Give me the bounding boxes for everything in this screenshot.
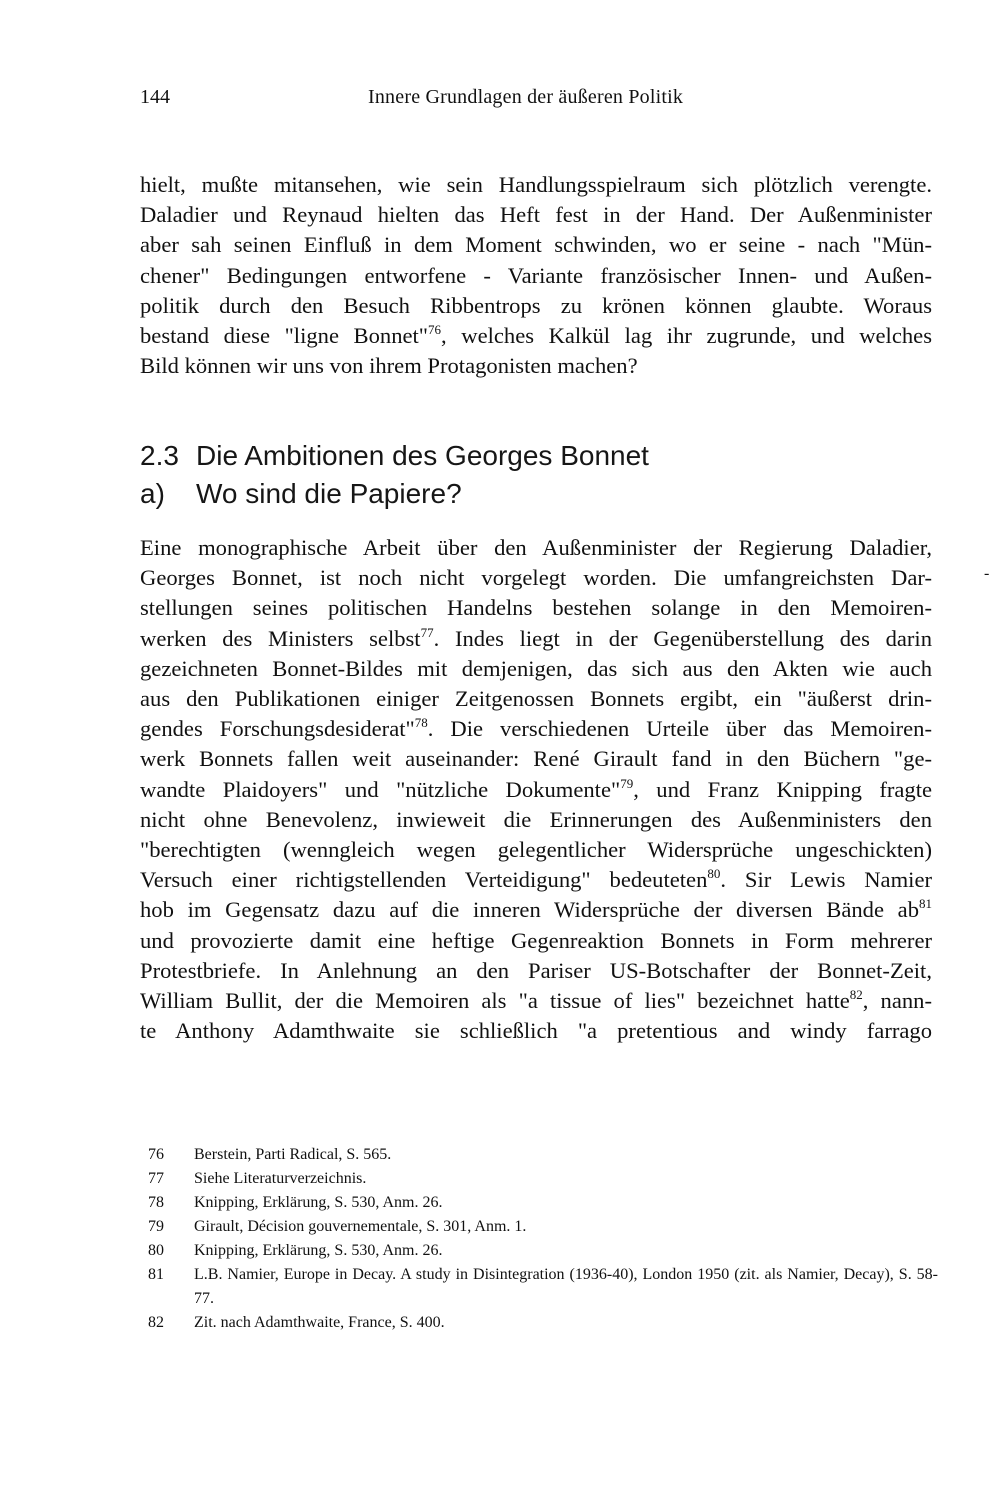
text-line [140,321,932,351]
footnote-number: 82 [148,1314,164,1331]
text-line: aus den Publikationen einiger Zeitgenossen Bonnets ergibt, ein "äußerst drin- [140,686,932,712]
footnote-ref-76[interactable]: 76 [428,322,442,338]
section-heading-row [140,437,649,475]
footnote-number: 76 [148,1146,164,1163]
subsection-number: a) [140,478,165,509]
text-segment: . Sir Lewis Namier [720,867,932,893]
text-line: chener" Bedingungen entworfene - Variante französischer Innen- und Außen- [140,262,932,288]
section-title: Die Ambitionen des Georges Bonnet [196,440,649,471]
text-segment: . Die verschiedenen Urteile über das Memoiren- [427,716,932,742]
footnote-number: 77 [148,1170,164,1187]
text-line: aber sah seinen Einfluß in dem Moment schwinden, wo er seine - nach "Mün- [140,232,932,258]
text-segment: , nann- [862,988,932,1014]
text-segment: werken des Ministers selbst [140,625,421,651]
footnote-item [148,1239,938,1263]
text-line: Eine monographische Arbeit über den Außenminister der Regierung Daladier, [140,535,932,560]
page-number: 144 [140,86,170,108]
subsection-heading-row [140,475,649,513]
text-line [140,986,932,1016]
margin-mark: - [984,565,990,582]
subsection-title: Wo sind die Papiere? [196,478,462,509]
paragraph-intro [140,170,932,381]
footnote-text: Girault, Décision gouvernementale, S. 301, Anm. 1. [194,1218,527,1235]
text-line: und provozierte damit eine heftige Gegenreaktion Bonnets in Form mehrerer [140,927,932,953]
footnote-text: Berstein, Parti Radical, S. 565. [194,1146,392,1163]
footnote-item [148,1191,938,1215]
footnote-ref-82[interactable]: 82 [849,987,863,1003]
text-line [140,865,932,895]
text-line: politik durch den Besuch Ribbentrops zu krönen können glaubte. Woraus [140,292,932,318]
text-line: stellungen seines politischen Handelns bestehen solange in den Memoiren- [140,595,932,621]
text-segment: , welches Kalkül lag ihr zugrunde, und welches [441,323,932,349]
text-line: gezeichneten Bonnet-Bildes mit demjenigen, das sich aus den Akten wie auch [140,655,932,681]
section-heading [140,437,649,513]
text-segment: gendes Forschungsdesiderat" [140,716,415,742]
footnotes [148,1143,938,1335]
running-header [140,86,930,114]
text-segment: hob im Gegensatz dazu auf die inneren Widersprüche der diversen Bände ab [140,897,919,923]
section-number: 2.3 [140,440,179,471]
text-segment: Versuch einer richtigstellenden Verteidigung" bedeuteten [140,867,708,893]
footnote-ref-77[interactable]: 77 [420,624,434,640]
footnote-text: Knipping, Erklärung, S. 530, Anm. 26. [194,1242,443,1259]
footnote-item [148,1215,938,1239]
text-line: Protestbriefe. In Anlehnung an den Pariser US-Botschafter der Bonnet-Zeit, [140,957,932,983]
text-segment: , und Franz Knipping fragte [633,776,933,802]
footnote-number: 78 [148,1194,164,1211]
footnote-number: 80 [148,1242,164,1259]
text-line: Bild können wir uns von ihrem Protagonisten machen? [140,353,638,379]
paragraph-main [140,533,932,1046]
footnote-text: Siehe Literaturverzeichnis. [194,1170,367,1187]
text-segment: bestand diese "ligne Bonnet" [140,323,429,349]
text-line: nicht ohne Benevolenz, inwieweit die Erinnerungen des Außenministers den [140,806,932,832]
footnote-item [148,1311,938,1335]
footnote-ref-78[interactable]: 78 [414,715,428,731]
footnote-item [148,1167,938,1191]
text-line [140,624,932,654]
footnote-item [148,1143,938,1167]
text-line: Daladier und Reynaud hielten das Heft fest in der Hand. Der Außenminister [140,202,932,228]
text-line [140,895,932,925]
footnote-text: Zit. nach Adamthwaite, France, S. 400. [194,1314,445,1331]
text-line: Georges Bonnet, ist noch nicht vorgelegt worden. Die umfangreichsten Dar- [140,565,932,591]
text-segment: William Bullit, der die Memoiren als "a tissue of lies" bezeichnet hatte [140,988,850,1014]
text-line: "berechtigten (wenngleich wegen gelegentlicher Widersprüche ungeschickten) [140,837,932,863]
footnote-item [148,1263,938,1311]
footnote-number: 81 [148,1266,164,1283]
footnote-ref-81[interactable]: 81 [919,896,932,912]
footnote-ref-79[interactable]: 79 [620,775,634,791]
footnote-number: 79 [148,1218,164,1235]
text-line: te Anthony Adamthwaite sie schließlich "a pretentious and windy farrago [140,1018,932,1044]
footnote-text: Knipping, Erklärung, S. 530, Anm. 26. [194,1194,443,1211]
text-line: werk Bonnets fallen weit auseinander: René Girault fand in den Büchern "ge- [140,746,932,772]
text-line: hielt, mußte mitansehen, wie sein Handlungsspielraum sich plötzlich verengte. [140,172,932,197]
footnote-text: L.B. Namier, Europe in Decay. A study in Disintegration (1936-40), London 1950 (zit. als Namier, Decay), S. 58-77. [194,1266,938,1307]
footnote-ref-80[interactable]: 80 [707,866,721,882]
running-title: Innere Grundlagen der äußeren Politik [368,86,684,108]
text-segment: wandte Plaidoyers" und "nützliche Dokumente" [140,776,621,802]
text-line [140,775,932,805]
text-segment: . Indes liegt in der Gegenüberstellung des darin [433,625,932,651]
text-line [140,714,932,744]
